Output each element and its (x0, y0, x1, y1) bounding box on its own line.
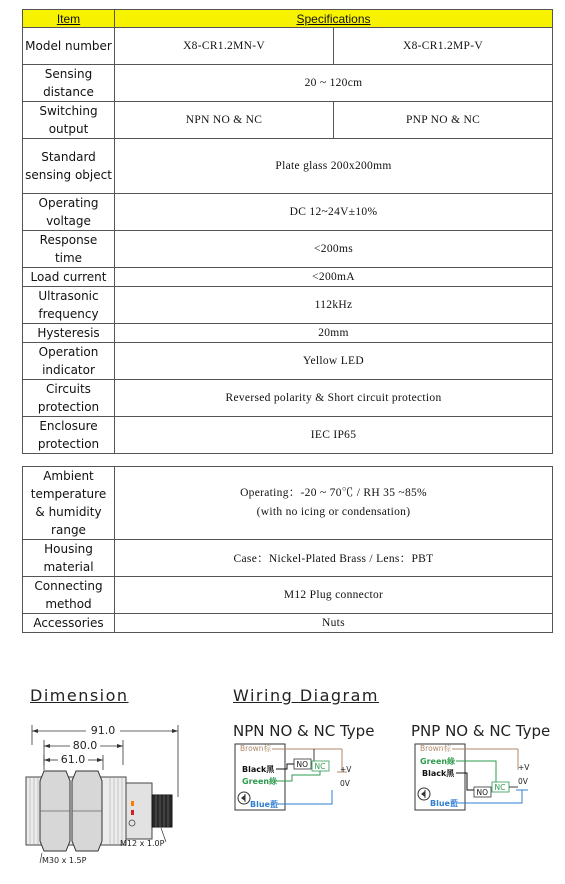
ambient-value-line2: (with no icing or condensation) (256, 506, 411, 518)
pnp-blue-label: Blue藍 (430, 799, 458, 808)
row-label-hysteresis: Hysteresis (23, 324, 115, 343)
row-label-enclosure-protection: Enclosure protection (23, 417, 115, 454)
switching-pnp: PNP NO & NC (334, 102, 553, 139)
sensing-distance-value: 20 ~ 120cm (115, 65, 553, 102)
header-item: Item (23, 10, 115, 28)
row-label-model-number: Model number (23, 28, 115, 65)
row-label-operating-voltage: Operating voltage (23, 194, 115, 231)
npn-blue-label: Blue藍 (250, 800, 278, 809)
row-label-sensing-object: Standard sensing object (23, 139, 115, 194)
npn-type-title: NPN NO & NC Type (233, 722, 375, 740)
pnp-plus-v-label: +V (518, 763, 530, 772)
connecting-method-value: M12 Plug connector (115, 577, 553, 614)
accessories-value: Nuts (115, 614, 553, 633)
npn-nc-label: NC (314, 762, 326, 771)
pnp-no-label: NO (476, 788, 489, 797)
operating-voltage-value: DC 12~24V±10% (115, 194, 553, 231)
dimension-title: Dimension (30, 686, 129, 705)
enclosure-protection-value: IEC IP65 (115, 417, 553, 454)
row-label-switching-output: Switching output (23, 102, 115, 139)
housing-material-value: Case：Nickel-Plated Brass / Lens：PBT (115, 540, 553, 577)
connector-thread-label: M12 x 1.0P (120, 839, 165, 848)
npn-wiring-diagram (232, 742, 362, 812)
npn-black-label: Black黑 (242, 765, 275, 774)
circuits-protection-value: Reversed polarity & Short circuit protection (115, 380, 553, 417)
row-label-sensing-distance: Sensing distance (23, 65, 115, 102)
row-label-ultrasonic-frequency: Ultrasonic frequency (23, 287, 115, 324)
switching-npn: NPN NO & NC (115, 102, 334, 139)
npn-zero-v-label: 0V (340, 779, 350, 788)
sensing-object-value: Plate glass 200x200mm (115, 139, 553, 194)
model-npn: X8-CR1.2MN-V (115, 28, 334, 65)
pnp-wiring-diagram (412, 742, 542, 812)
npn-green-label: Green綠 (242, 777, 278, 786)
npn-no-label: NO (296, 760, 309, 769)
row-label-operation-indicator: Operation indicator (23, 343, 115, 380)
model-pnp: X8-CR1.2MP-V (334, 28, 553, 65)
pnp-type-title: PNP NO & NC Type (411, 722, 551, 740)
thread-size-label: M30 x 1.5P (42, 856, 87, 865)
row-label-response-time: Response time (23, 231, 115, 268)
row-label-accessories: Accessories (23, 614, 115, 633)
ambient-value-line1: Operating：-20 ~ 70℃ / RH 35 ~85% (240, 487, 427, 499)
pnp-zero-v-label: 0V (518, 777, 528, 786)
wiring-diagram-title: Wiring Diagram (233, 686, 380, 705)
specifications-table (22, 9, 553, 454)
dim-thread-label: 61.0 (60, 753, 86, 766)
dim-total-label: 91.0 (90, 724, 116, 737)
row-label-housing-material: Housing material (23, 540, 115, 577)
pnp-black-label: Black黑 (422, 769, 455, 778)
ambient-value (115, 467, 553, 540)
dimension-drawing (0, 715, 230, 884)
npn-brown-label: Brown棕 (240, 744, 272, 753)
npn-plus-v-label: +V (340, 765, 352, 774)
pnp-nc-label: NC (494, 783, 506, 792)
dim-mid-label: 80.0 (72, 739, 98, 752)
ultrasonic-frequency-value: 112kHz (115, 287, 553, 324)
pnp-brown-label: Brown棕 (420, 744, 452, 753)
load-current-value: <200mA (115, 268, 553, 287)
row-label-ambient: Ambient temperature & humidity range (23, 467, 115, 540)
row-label-load-current: Load current (23, 268, 115, 287)
row-label-connecting-method: Connecting method (23, 577, 115, 614)
hysteresis-value: 20mm (115, 324, 553, 343)
row-label-circuits-protection: Circuits protection (23, 380, 115, 417)
header-specifications: Specifications (115, 10, 553, 28)
response-time-value: <200ms (115, 231, 553, 268)
pnp-green-label: Green綠 (420, 757, 456, 766)
environment-table (22, 466, 553, 633)
operation-indicator-value: Yellow LED (115, 343, 553, 380)
